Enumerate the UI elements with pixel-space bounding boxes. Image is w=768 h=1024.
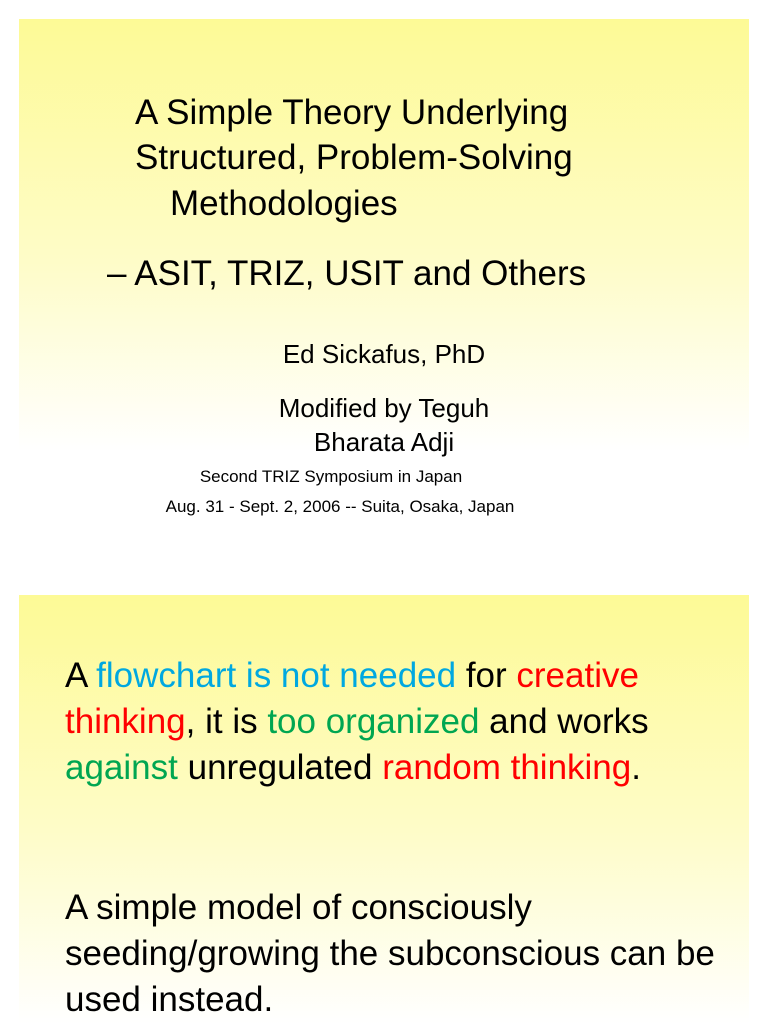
paragraph-flowchart [65,653,735,791]
text-run: too organized [267,702,480,741]
text-run: against [65,748,178,787]
event-name: Second TRIZ Symposium in Japan [199,467,463,486]
text-run: A [65,656,97,695]
title-line-2: Structured, Problem-Solving [135,138,573,177]
content-slide [19,595,749,1024]
event-dates-location: Aug. 31 - Sept. 2, 2006 -- Suita, Osaka, Japan [165,497,515,516]
text-run: for [456,656,517,695]
text-run: unregulated [177,748,383,787]
title-line-1: A Simple Theory Underlying [135,93,569,132]
text-run: random thinking [382,748,632,787]
text-run: . [631,748,641,787]
title-line-3: Methodologies [170,184,398,223]
modified-by-line-2: Bharata Adji [313,427,455,457]
text-run: , it is [185,702,268,741]
title-slide [19,19,749,559]
subtitle: – ASIT, TRIZ, USIT and Others [107,254,587,293]
author-name: Ed Sickafus, PhD [282,339,486,369]
modified-by-line-1: Modified by Teguh [278,393,490,423]
text-run: creative thinking [65,656,639,741]
text-run: flowchart is not needed [96,656,457,695]
text-run: and works [479,702,649,741]
paragraph-simple-model: A simple model of consciously seeding/growing the subconscious can be used instead. [65,888,715,1019]
